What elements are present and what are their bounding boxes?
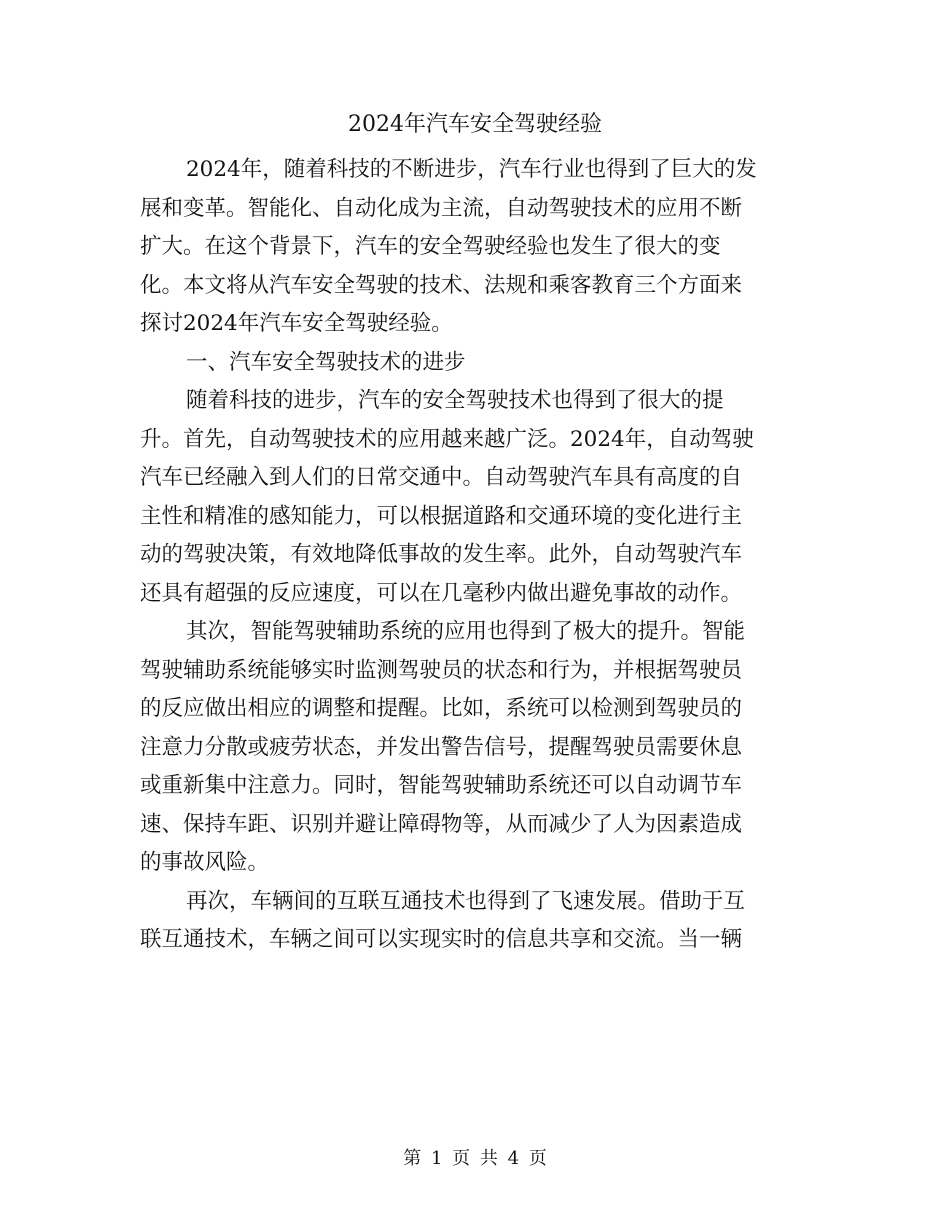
body-line: 再次，车辆间的互联互通技术也得到了飞速发展。借助于互 bbox=[186, 888, 746, 914]
body-line: 还具有超强的反应速度，可以在几毫秒内做出避免事故的动作。 bbox=[140, 580, 743, 606]
body-line: 扩大。在这个背景下，汽车的安全驾驶经验也发生了很大的变 bbox=[140, 234, 721, 259]
body-line: 注意力分散或疲劳状态，并发出警告信号，提醒驾驶员需要休息 bbox=[140, 734, 743, 760]
body-line: 的反应做出相应的调整和提醒。比如，系统可以检测到驾驶员的 bbox=[140, 696, 743, 721]
body-line: 升。首先，自动驾驶技术的应用越来越广泛。2024年，自动驾驶 bbox=[140, 426, 754, 452]
body-line: 动的驾驶决策，有效地降低事故的发生率。此外，自动驾驶汽车 bbox=[140, 542, 743, 567]
body-line: 联互通技术，车辆之间可以实现实时的信息共享和交流。当一辆 bbox=[140, 927, 743, 952]
body-line: 的事故风险。 bbox=[140, 850, 270, 875]
document-title: 2024年汽车安全驾驶经验 bbox=[348, 112, 602, 137]
body-line: 汽车已经融入到人们的日常交通中。自动驾驶汽车具有高度的自 bbox=[140, 465, 743, 490]
body-line: 探讨2024年汽车安全驾驶经验。 bbox=[140, 311, 453, 336]
body-line: 化。本文将从汽车安全驾驶的技术、法规和乘客教育三个方面来 bbox=[140, 272, 743, 298]
body-line: 主性和精准的感知能力，可以根据道路和交通环境的变化进行主 bbox=[140, 503, 743, 529]
body-line: 2024年，随着科技的不断进步，汽车行业也得到了巨大的发 bbox=[186, 157, 757, 182]
body-line: 随着科技的进步，汽车的安全驾驶技术也得到了很大的提 bbox=[186, 388, 724, 413]
section-heading: 一、汽车安全驾驶技术的进步 bbox=[186, 349, 466, 375]
body-line: 展和变革。智能化、自动化成为主流，自动驾驶技术的应用不断 bbox=[140, 195, 743, 221]
body-line: 其次，智能驾驶辅助系统的应用也得到了极大的提升。智能 bbox=[186, 619, 746, 644]
document-body bbox=[140, 151, 802, 960]
body-line: 速、保持车距、识别并避让障碍物等，从而减少了人为因素造成 bbox=[140, 811, 743, 837]
body-line: 或重新集中注意力。同时，智能驾驶辅助系统还可以自动调节车 bbox=[140, 773, 743, 798]
page-number-footer: 第 1 页 共 4 页 bbox=[403, 1148, 547, 1169]
body-line: 驾驶辅助系统能够实时监测驾驶员的状态和行为，并根据驾驶员 bbox=[140, 657, 743, 683]
